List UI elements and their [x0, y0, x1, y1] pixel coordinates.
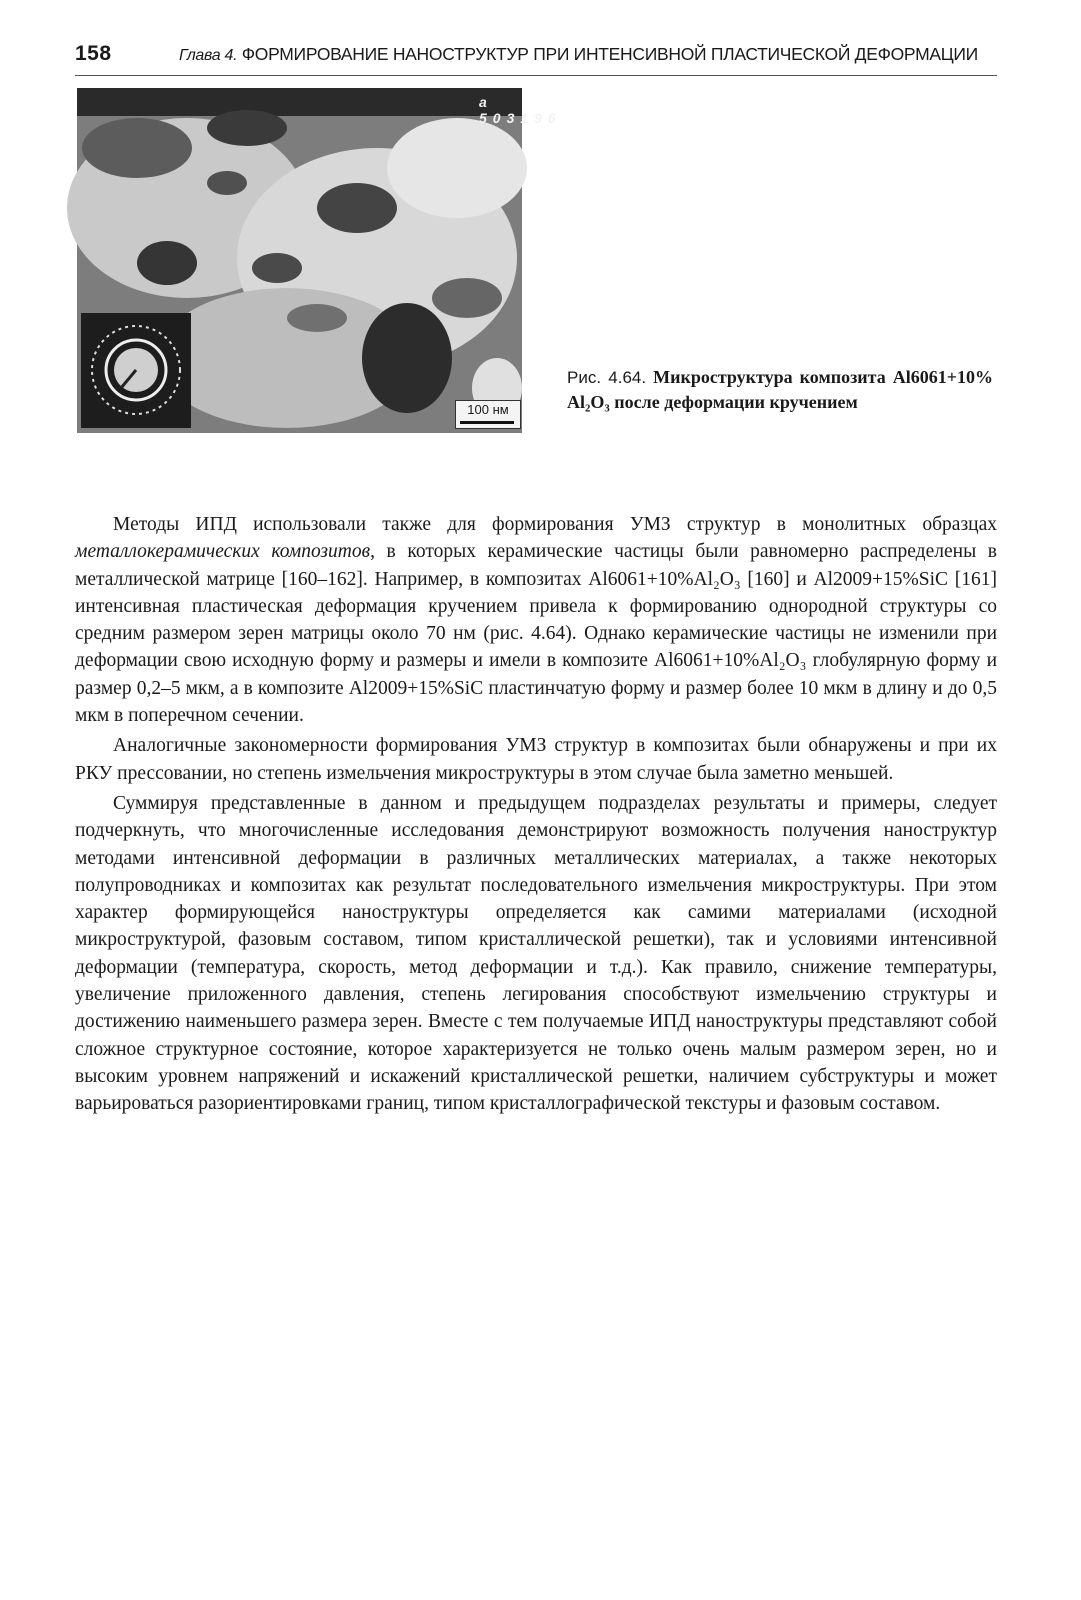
caption-label: Рис. 4.64. — [567, 368, 647, 387]
chapter-title: ФОРМИРОВАНИЕ НАНОСТРУКТУР ПРИ ИНТЕНСИВНОЙ ПЛАСТИЧЕСКОЙ ДЕФОРМАЦИИ — [241, 44, 978, 64]
chapter-label: Глава 4. — [179, 47, 238, 64]
paragraph-3: Суммируя представленные в данном и предыдущем подразделах результаты и примеры, следует подчеркнуть, что многочисленные исследования демонстрируют возможность получения наноструктур методами интенсивной деформации в различных металлических материалах, а также некоторых полупроводниках и композитах как результат последовательного измельчения микроструктуры. При этом характер формирующейся наноструктуры определяется как самими материалами (исходной микроструктурой, фазовым составом, типом кристаллической решетки), так и условиями интенсивной деформации (температура, скорость, метод деформации и т.д.). Как правило, снижение температуры, увеличение приложенного давления, степень легирования способствуют измельчению структуры и достижению наименьшего размера зерен. Вместе с тем получаемые ИПД наноструктуры представляют собой сложное структурное состояние, которое характеризуется не только очень малым размером зерен, но и высоким уровнем напряжений и искажений кристаллической решетки, наличием субструктуры и может варьироваться разориентировками границ, типом кристаллографической текстуры и фазовым составом. — [75, 792, 997, 1115]
p1-part-b: , в которых керамические частицы были равномерно распределены в металлической матрице [160–162]. Например, в композитах Al6061+10%Al₂O₃ [160] и Al2009+15%SiC [161] интенсивная пластическая деформация кручением привела к формированию однородной структуры со средним размером зерен матрицы около 70 нм (рис. 4.64). Однако керамические частицы не изменили при деформации свою исходную форму и размеры и имели в композите Al6061+10%Al₂O₃ глобулярную форму и размер 0,2–5 мкм, а в композите Al2009+15%SiC пластинчатую форму и размер более 10 мкм в длину и до 0,5 мкм в поперечном сечении. — [75, 541, 997, 727]
micrograph-id-label: a 503196 — [479, 94, 562, 126]
page-header — [75, 38, 997, 78]
caption-text: Микроструктура композита Al6061+10% Al₂O₃ после деформации кручением — [567, 367, 993, 412]
body-text — [75, 511, 997, 1121]
paragraph-1 — [75, 511, 997, 729]
scale-bar — [460, 421, 514, 424]
figure-caption — [567, 365, 993, 414]
paragraph-2: Аналогичные закономерности формирования УМЗ структур в композитах были обнаружены и при их РКУ прессовании, но степень измельчения микроструктуры в этом случае была заметно меньшей. — [75, 735, 997, 784]
header-rule — [75, 75, 997, 76]
p1-part-a: Методы ИПД использовали также для формирования УМЗ структур в монолитных образцах — [113, 514, 997, 535]
p1-emphasis: металлокерамических композитов — [75, 541, 371, 563]
scale-bar-label: 100 нм — [467, 402, 509, 417]
diffraction-pattern-inset — [81, 313, 191, 428]
running-title — [179, 44, 978, 65]
scale-bar-box — [455, 400, 521, 429]
micrograph-figure — [77, 88, 562, 433]
page-number: 158 — [75, 42, 112, 65]
diffraction-rings — [81, 313, 191, 428]
